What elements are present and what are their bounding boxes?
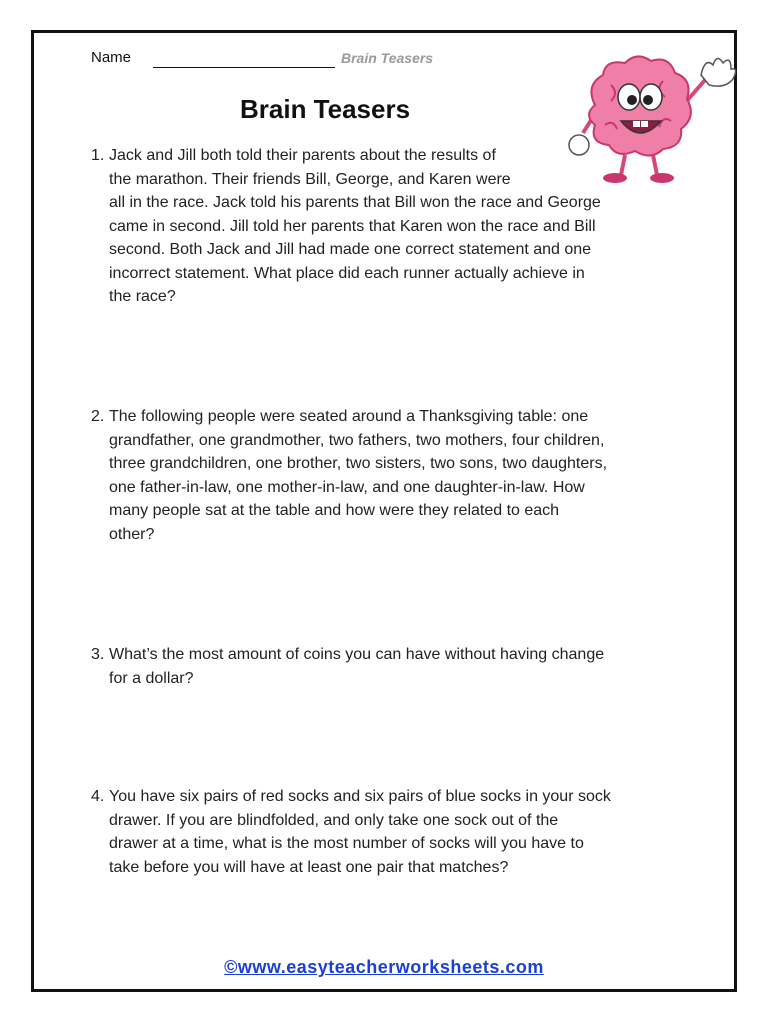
question-line: one father-in-law, one mother-in-law, and one daughter-in-law. How — [109, 478, 585, 496]
footer-website-link[interactable]: ©www.easyteacherworksheets.com — [224, 957, 544, 977]
question-line: You have six pairs of red socks and six pairs of blue socks in your sock — [109, 788, 611, 805]
question-line: the race? — [109, 288, 176, 305]
question-line: take before you will have at least one pair that matches? — [109, 858, 509, 876]
name-label: Name — [91, 49, 132, 66]
question-line: Jack and Jill both told their parents about the results of — [109, 147, 496, 164]
question-line: drawer at a time, what is the most number of socks will you have to — [109, 835, 584, 852]
question-line: What’s the most amount of coins you can have without having change — [109, 646, 605, 663]
name-line — [153, 67, 335, 68]
question-3 — [91, 643, 604, 690]
header-worksheet-title: Brain Teasers — [341, 50, 434, 66]
question-line: second. Both Jack and Jill had made one correct statement and one — [109, 241, 592, 258]
question-number: 2. — [91, 408, 105, 425]
question-number: 3. — [91, 646, 105, 663]
question-line: all in the race. Jack told his parents that Bill won the race and George — [109, 194, 601, 211]
question-2 — [91, 405, 607, 546]
question-line: The following people were seated around a Thanksgiving table: one — [109, 408, 589, 425]
question-line: three grandchildren, one brother, two sisters, two sons, two daughters, — [109, 455, 608, 472]
question-line: grandfather, one grandmother, two fathers, two mothers, four children, — [109, 431, 605, 449]
question-number: 1. — [91, 147, 105, 164]
question-4 — [91, 785, 611, 879]
question-line: drawer. If you are blindfolded, and only take one sock out of the — [109, 811, 559, 829]
page-title: Brain Teasers — [240, 94, 411, 124]
question-line: for a dollar? — [109, 669, 194, 687]
question-line: incorrect statement. What place did each runner actually achieve in — [109, 264, 585, 282]
question-line: the marathon. Their friends Bill, George, and Karen were — [109, 170, 511, 188]
question-number: 4. — [91, 788, 105, 805]
question-line: other? — [109, 525, 155, 543]
question-1 — [91, 144, 601, 309]
question-line: many people sat at the table and how were they related to each — [109, 502, 560, 519]
question-line: came in second. Jill told her parents that Karen won the race and Bill — [109, 217, 596, 235]
